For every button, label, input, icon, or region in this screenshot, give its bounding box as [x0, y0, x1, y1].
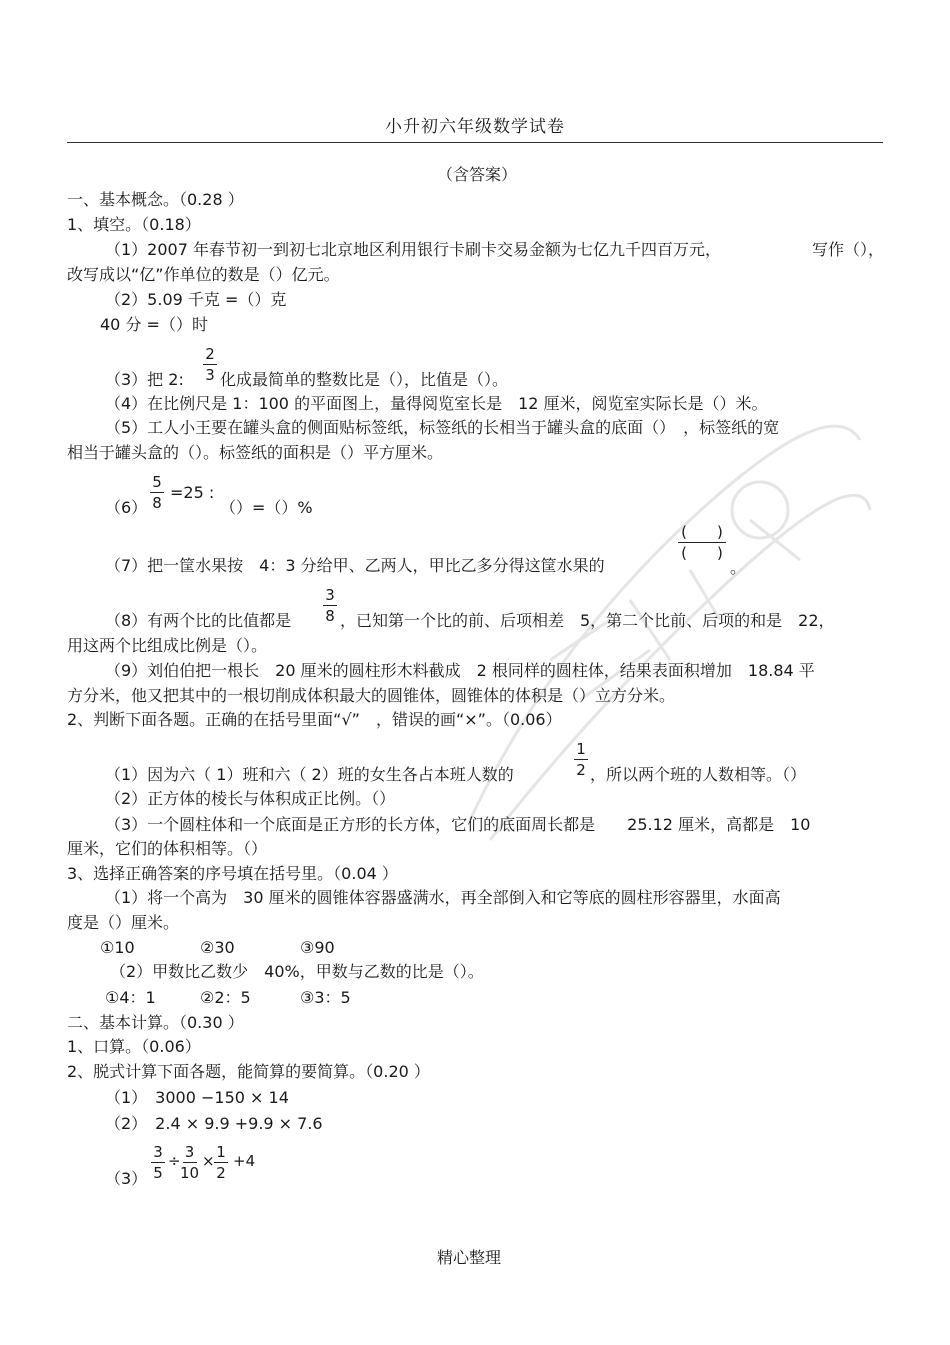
choice-2-option-2: ②2：5 — [200, 988, 251, 1007]
fraction-numerator: 1 — [216, 1143, 226, 1161]
fraction-denominator: 2 — [576, 761, 586, 779]
question-2-line-2: 40 分 =（）时 — [100, 315, 208, 334]
question-3-prefix: （3）把 2: — [105, 370, 184, 389]
fraction-denominator: 3 — [205, 366, 215, 384]
question-8-prefix: （8）有两个比的比值都是 — [105, 611, 292, 630]
choice-2: （2）甲数比乙数少 40%，甲数与乙数的比是（）。 — [110, 962, 484, 981]
question-5-line-1: （5）工人小王要在罐头盒的侧面贴标签纸，标签纸的长相当于罐头盒的底面（） ，标签纸的宽 — [105, 418, 780, 437]
fraction-bar — [214, 1162, 228, 1163]
document-title: 小升初六年级数学试卷 — [385, 117, 565, 137]
fraction-numerator: 3 — [325, 586, 335, 604]
plus-four: +4 — [233, 1152, 256, 1170]
question-1-line-1: （1）2007 年春节初一到初七北京地区利用银行卡刷卡交易金额为七亿九千四百万元， — [105, 240, 721, 259]
question-8-line-1: ，已知第一个比的前、后项相差 5，第二个比前、后项的和是 22， — [340, 611, 835, 630]
fraction-bar — [150, 492, 164, 493]
question-9-line-2: 方分米，他又把其中的一根切削成体积最大的圆锥体，圆锥体的体积是（）立方分米。 — [67, 686, 676, 705]
divide-sign: ÷ — [168, 1152, 181, 1170]
question-6-blanks: （）=（）% — [220, 498, 313, 517]
judge-1: （1）因为六（ 1）班和六（ 2）班的女生各占本班人数的 — [105, 765, 514, 784]
fraction-bar — [323, 605, 337, 606]
fraction-2-3 — [203, 345, 217, 384]
subsection-mental-math: 1、口算。（0.06） — [67, 1037, 201, 1056]
calc-2: （2） 2.4 × 9.9 +9.9 × 7.6 — [105, 1114, 323, 1133]
question-2-line-1: （2）5.09 千克 =（）克 — [105, 290, 287, 309]
subsection-true-false: 2、判断下面各题。正确的在括号里面“√” ，错误的画“×”。（0.06） — [67, 710, 562, 729]
calc-1: （1） 3000 −150 × 14 — [105, 1088, 289, 1107]
question-5-line-2: 相当于罐头盒的（）。标签纸的面积是（）平方厘米。 — [67, 443, 444, 462]
choice-1-option-3: ③90 — [300, 938, 335, 957]
question-9-line-1: （9）刘伯伯把一根长 20 厘米的圆柱形木料截成 2 根同样的圆柱体，结果表面积增加 18.84 平 — [105, 661, 815, 680]
fraction-numerator: 1 — [576, 740, 586, 758]
fraction-denominator: 5 — [153, 1164, 163, 1182]
fraction-numerator: 3 — [153, 1143, 163, 1161]
fraction-denominator: 10 — [180, 1164, 200, 1182]
subsection-choice: 3、选择正确答案的序号填在括号里。（0.04 ） — [67, 864, 398, 883]
fraction-denominator: ( ) — [681, 544, 723, 562]
fraction-5-8 — [150, 473, 164, 512]
question-1-line-2: 改写成以“亿”作单位的数是（）亿元。 — [67, 265, 340, 284]
question-8-line-2: 用这两个比组成比例是（）。 — [67, 636, 268, 655]
fraction-numerator: 3 — [184, 1143, 195, 1161]
fraction-denominator: 8 — [152, 494, 162, 512]
section-2-heading: 二、基本计算。（0.30 ） — [67, 1013, 244, 1032]
question-7: （7）把一筐水果按 4：3 分给甲、乙两人，甲比乙多分得这筐水果的 — [105, 556, 605, 575]
expr-fraction-3-5 — [151, 1143, 165, 1182]
choice-2-option-3: ③3：5 — [300, 988, 351, 1007]
page-footer: 精心整理 — [437, 1248, 502, 1267]
question-6-prefix: （6） — [105, 498, 148, 517]
fraction-3-8 — [323, 586, 337, 625]
expr-fraction-3-10 — [180, 1143, 199, 1182]
title-rule — [67, 142, 883, 143]
question-7-end: 。 — [730, 558, 747, 577]
choice-2-option-1: ①4：1 — [105, 988, 156, 1007]
subsection-step-calc: 2、脱式计算下面各题，能简算的要简算。（0.20 ） — [67, 1062, 430, 1081]
fraction-numerator: 2 — [205, 345, 215, 363]
judge-2: （2）正方体的棱长与体积成正比例。（） — [105, 789, 396, 808]
question-6-ratio: =25 : — [170, 483, 215, 502]
fraction-denominator: 2 — [216, 1164, 226, 1182]
choice-1-option-2: ②30 — [200, 938, 235, 957]
fraction-1-2 — [574, 740, 588, 779]
fraction-denominator: 8 — [325, 607, 335, 625]
question-3-text: 化成最简单的整数比是（），比值是（）。 — [220, 370, 509, 389]
fraction-bar — [183, 1162, 197, 1163]
calc-3-prefix: （3） — [105, 1169, 148, 1188]
fraction-bar — [678, 542, 726, 543]
judge-3-line-1: （3）一个圆柱体和一个底面是正方形的长方体，它们的底面周长都是 25.12 厘米，高都是 10 — [105, 815, 811, 834]
document-subtitle: （含答案） — [437, 165, 518, 184]
fraction-blank — [678, 523, 726, 562]
fraction-bar — [203, 364, 217, 365]
fraction-numerator: ( ) — [681, 523, 723, 541]
fraction-bar — [574, 759, 588, 760]
choice-1-option-1: ①10 — [100, 938, 135, 957]
multiply-sign: × — [202, 1152, 215, 1170]
fraction-numerator: 5 — [152, 473, 162, 491]
subsection-fill-blank: 1、填空。（0.18） — [67, 215, 201, 234]
judge-3-line-2: 厘米，它们的体积相等。（） — [67, 839, 268, 858]
section-1-heading: 一、基本概念。（0.28 ） — [67, 190, 244, 209]
question-1-line-1-end: 写作（）， — [812, 240, 885, 259]
choice-1-line-2: 度是（）厘米。 — [67, 913, 180, 932]
choice-1-line-1: （1）将一个高为 30 厘米的圆锥体容器盛满水，再全部倒入和它等底的圆柱形容器里，水面高 — [105, 888, 781, 907]
expr-fraction-1-2 — [214, 1143, 228, 1182]
fraction-bar — [151, 1162, 165, 1163]
question-4: （4）在比例尺是 1：100 的平面图上，量得阅览室长是 12 厘米，阅览室实际长是（）米。 — [105, 394, 768, 413]
judge-1-end: ，所以两个班的人数相等。（） — [590, 765, 807, 784]
